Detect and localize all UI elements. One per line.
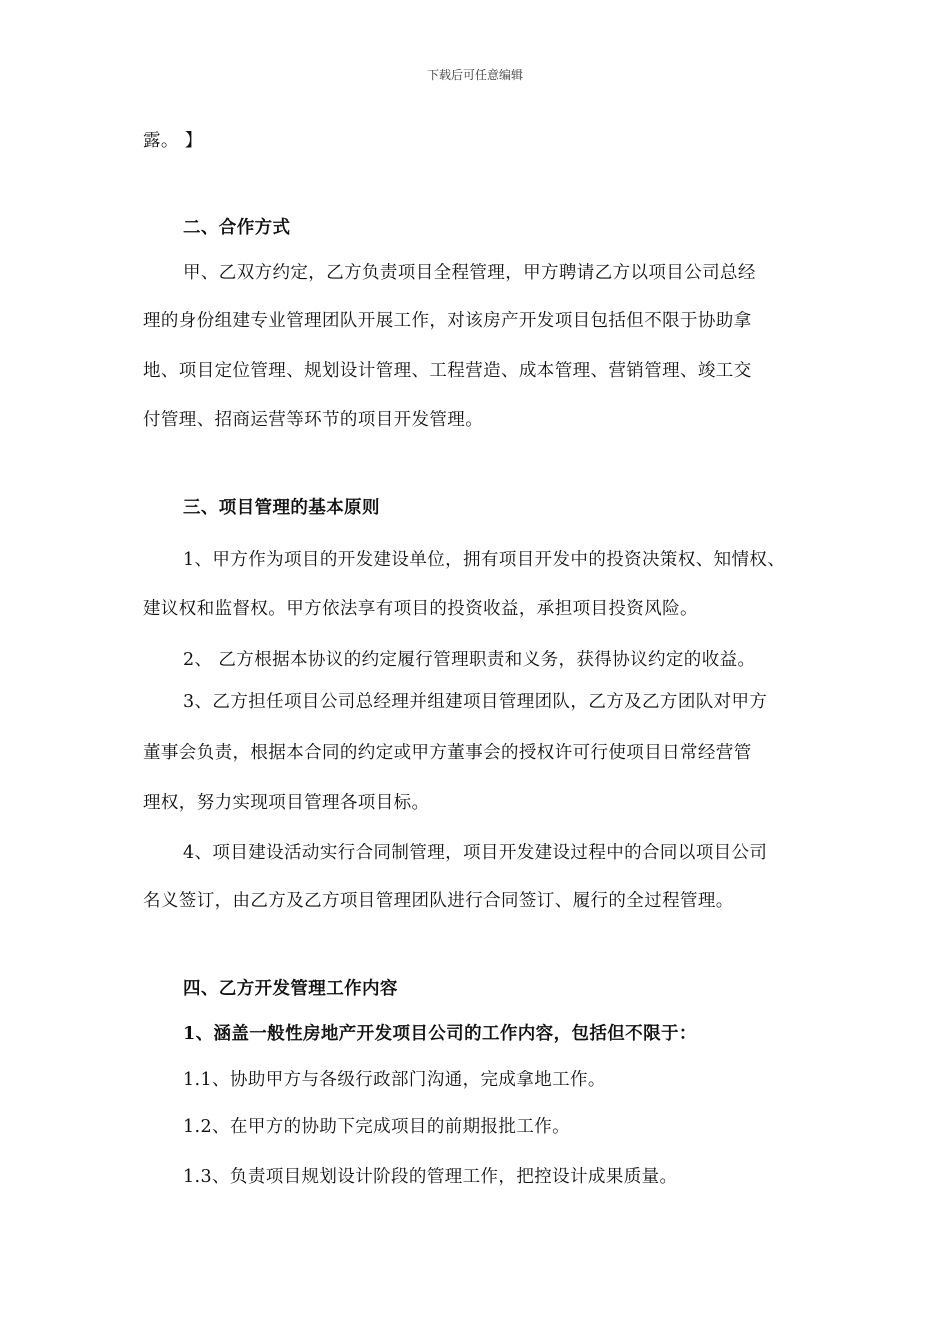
list-item: 1.2、在甲方的协助下完成项目的前期报批工作。: [183, 1117, 571, 1137]
page-header: 下载后可任意编辑: [426, 68, 523, 82]
continuation-text: 露。 】: [143, 131, 203, 151]
subsection-heading: 1、涵盖一般性房地产开发项目公司的工作内容，包括但不限于：: [183, 1024, 697, 1044]
paragraph-line: 理权，努力实现项目管理各项目标。: [143, 793, 430, 813]
paragraph-line: 名义签订，由乙方及乙方项目管理团队进行合同签订、履行的全过程管理。: [143, 891, 734, 911]
paragraph-line: 1、甲方作为项目的开发建设单位，拥有项目开发中的投资决策权、知情权、: [183, 550, 786, 570]
paragraph-line: 建议权和监督权。甲方依法享有项目的投资收益，承担项目投资风险。: [143, 599, 698, 619]
paragraph-line: 地、项目定位管理、规划设计管理、工程营造、成本管理、营销管理、竣工交: [143, 361, 752, 381]
paragraph-line: 4、项目建设活动实行合同制管理，项目开发建设过程中的合同以项目公司: [183, 843, 768, 863]
paragraph-line: 3、乙方担任项目公司总经理并组建项目管理团队，乙方及乙方团队对甲方: [183, 692, 768, 712]
section-heading-work-content: 四、乙方开发管理工作内容: [183, 979, 398, 999]
section-heading-cooperation: 二、合作方式: [183, 218, 291, 238]
paragraph-line: 董事会负责，根据本合同的约定或甲方董事会的授权许可行使项目日常经营管: [143, 743, 752, 763]
paragraph-line: 2、 乙方根据本协议的约定履行管理职责和义务，获得协议约定的收益。: [183, 650, 756, 670]
section-heading-principles: 三、项目管理的基本原则: [183, 498, 380, 518]
paragraph-line: 理的身份组建专业管理团队开展工作，对该房产开发项目包括但不限于协助拿: [143, 311, 752, 331]
list-item: 1.3、负责项目规划设计阶段的管理工作，把控设计成果质量。: [183, 1167, 678, 1187]
paragraph-line: 甲、乙双方约定，乙方负责项目全程管理，甲方聘请乙方以项目公司总经: [183, 263, 756, 283]
paragraph-line: 付管理、招商运营等环节的项目开发管理。: [143, 410, 484, 430]
list-item: 1.1、协助甲方与各级行政部门沟通，完成拿地工作。: [183, 1070, 606, 1090]
